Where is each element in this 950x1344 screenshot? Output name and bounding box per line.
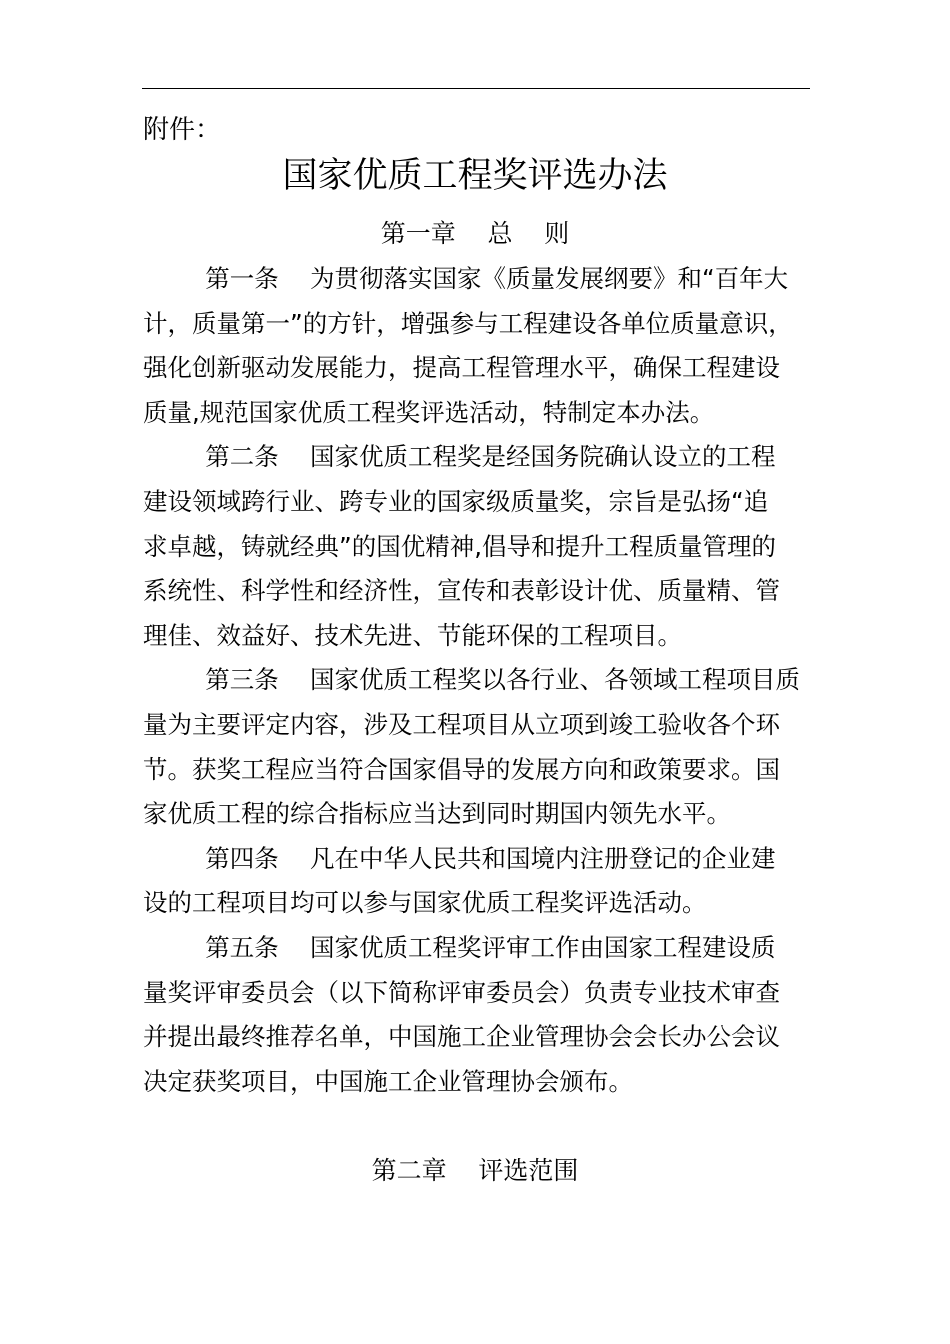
text-line-article-4: 第四条 凡在中华人民共和国境内注册登记的企业建 xyxy=(143,843,776,873)
text-line-article-1: 第一条 为贯彻落实国家《质量发展纲要》和“百年大 xyxy=(143,264,789,293)
text-line: 量为主要评定内容，涉及工程项目从立项到竣工验收各个环 xyxy=(143,709,780,739)
text-line-article-3: 第三条 国家优质工程奖以各行业、各领域工程项目质 xyxy=(143,665,800,695)
text-line: 系统性、科学性和经济性，宣传和表彰设计优、质量精、管 xyxy=(143,576,780,606)
text-line: 计，质量第一”的方针，增强参与工程建设各单位质量意识， xyxy=(143,308,793,338)
text-line: 节。获奖工程应当符合国家倡导的发展方向和政策要求。国 xyxy=(143,754,780,784)
text-line-article-2: 第二条 国家优质工程奖是经国务院确认设立的工程 xyxy=(143,442,776,472)
text-line: 强化创新驱动发展能力，提高工程管理水平，确保工程建设 xyxy=(143,353,780,383)
text-line: 建设领域跨行业、跨专业的国家级质量奖，宗旨是弘扬“追 xyxy=(143,486,769,516)
text-line: 理佳、效益好、技术先进、节能环保的工程项目。 xyxy=(143,620,682,650)
text-line: 决定获奖项目，中国施工企业管理协会颁布。 xyxy=(143,1066,633,1096)
text-line: 并提出最终推荐名单，中国施工企业管理协会会长办公会议 xyxy=(143,1022,780,1052)
text-line: 求卓越，铸就经典”的国优精神,倡导和提升工程质量管理的 xyxy=(143,531,776,561)
text-line: 家优质工程的综合指标应当达到同时期国内领先水平。 xyxy=(143,799,731,829)
attachment-label: 附件： xyxy=(143,115,222,145)
header-rule xyxy=(142,88,810,89)
text-line: 量奖评审委员会（以下简称评审委员会）负责专业技术审查 xyxy=(143,977,780,1007)
chapter-1-body xyxy=(143,257,838,1104)
document-title: 国家优质工程奖评选办法 xyxy=(282,156,668,196)
text-line: 设的工程项目均可以参与国家优质工程奖评选活动。 xyxy=(143,888,707,918)
chapter-2-heading: 第二章 评选范围 xyxy=(371,1156,579,1185)
chapter-1-heading: 第一章 总 则 xyxy=(380,219,570,248)
text-line: 质量,规范国家优质工程奖评选活动，特制定本办法。 xyxy=(143,397,715,427)
text-line-article-5: 第五条 国家优质工程奖评审工作由国家工程建设质 xyxy=(143,932,776,962)
